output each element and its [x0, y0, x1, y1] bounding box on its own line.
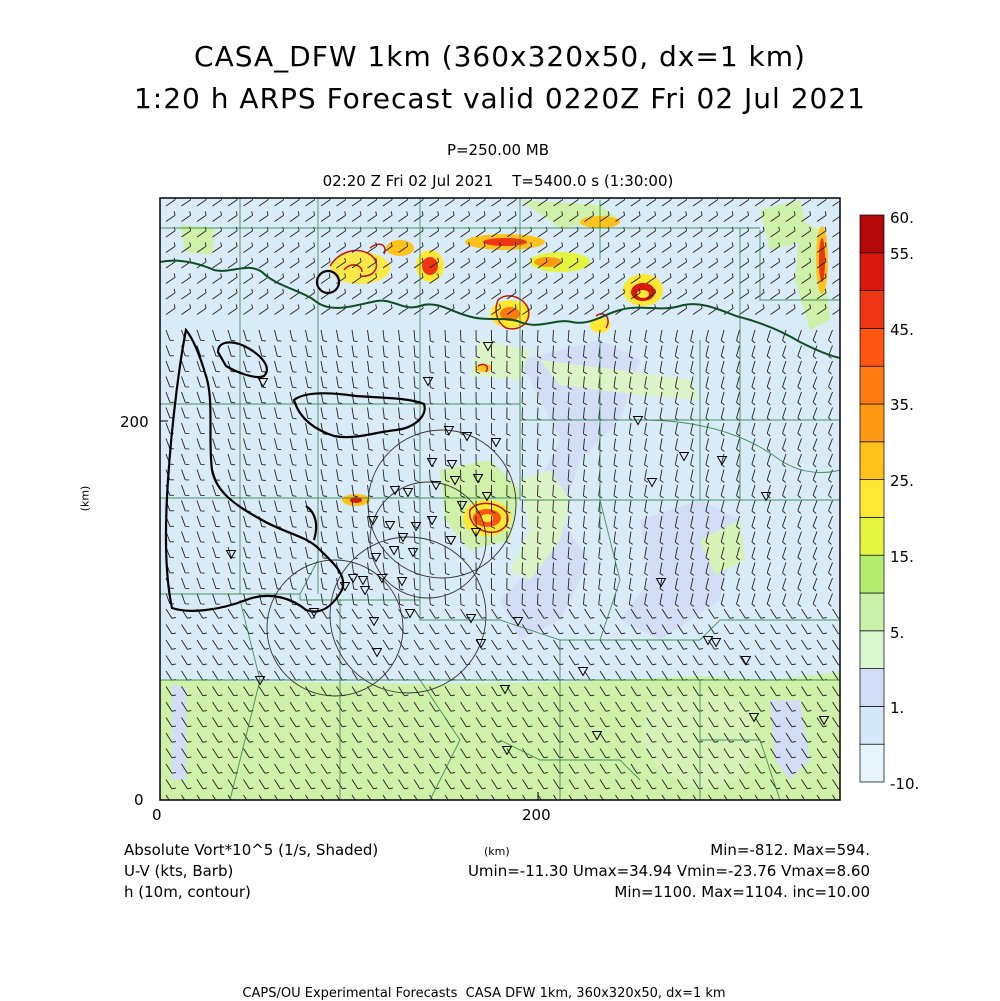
- colorbar-swatch: [860, 442, 884, 480]
- colorbar-swatch: [860, 744, 884, 782]
- x-tick-0: 0: [152, 806, 162, 824]
- pressure-level: P=250.00 MB: [446, 141, 550, 159]
- title-line-2: 1:20 h ARPS Forecast valid 0220Z Fri 02 Jul 2021: [133, 82, 866, 115]
- colorbar-swatch: [860, 366, 884, 404]
- title-line-1: CASA_DFW 1km (360x320x50, dx=1 km): [194, 40, 806, 73]
- colorbar-swatch: [860, 253, 884, 291]
- x-axis-unit: (km): [484, 845, 510, 858]
- credit-line: CAPS/OU Experimental Forecasts CASA DFW 1km, 360x320x50, dx=1 km: [242, 986, 726, 1001]
- colorbar-label-minus10: -10.: [890, 775, 920, 793]
- footer-field-shaded: Absolute Vort*10^5 (1/s, Shaded): [124, 841, 379, 859]
- y-axis-unit: (km): [78, 485, 92, 512]
- colorbar-label-15: 15.: [890, 548, 914, 566]
- colorbar-label-60: 60.: [890, 209, 914, 227]
- colorbar: [860, 215, 884, 782]
- footer-barb-range: Umin=-11.30 Umax=34.94 Vmin=-23.76 Vmax=8.60: [467, 862, 870, 880]
- colorbar-swatch: [860, 404, 884, 442]
- colorbar-swatch: [860, 593, 884, 631]
- footer-field-contour: h (10m, contour): [124, 883, 251, 901]
- colorbar-label-35: 35.: [890, 396, 914, 414]
- footer-field-barb: U-V (kts, Barb): [124, 862, 234, 880]
- colorbar-swatch: [860, 517, 884, 555]
- colorbar-label-45: 45.: [890, 321, 914, 339]
- valid-time: 02:20 Z Fri 02 Jul 2021 T=5400.0 s (1:30:00): [322, 172, 674, 190]
- colorbar-label-55: 55.: [890, 245, 914, 263]
- footer-contour-range: Min=1100. Max=1104. inc=10.00: [614, 883, 870, 901]
- colorbar-swatch: [860, 480, 884, 518]
- colorbar-swatch: [860, 555, 884, 593]
- footer-shaded-range: Min=-812. Max=594.: [710, 841, 870, 859]
- colorbar-label-25: 25.: [890, 472, 914, 490]
- colorbar-swatch: [860, 328, 884, 366]
- colorbar-swatch: [860, 631, 884, 669]
- colorbar-swatch: [860, 291, 884, 329]
- colorbar-label-1: 1.: [890, 699, 905, 717]
- x-tick-200: 200: [522, 806, 551, 824]
- colorbar-swatch: [860, 669, 884, 707]
- y-tick-0: 0: [134, 791, 144, 809]
- colorbar-label-5: 5.: [890, 624, 905, 642]
- colorbar-swatch: [860, 215, 884, 253]
- colorbar-swatch: [860, 706, 884, 744]
- y-tick-200: 200: [120, 413, 149, 431]
